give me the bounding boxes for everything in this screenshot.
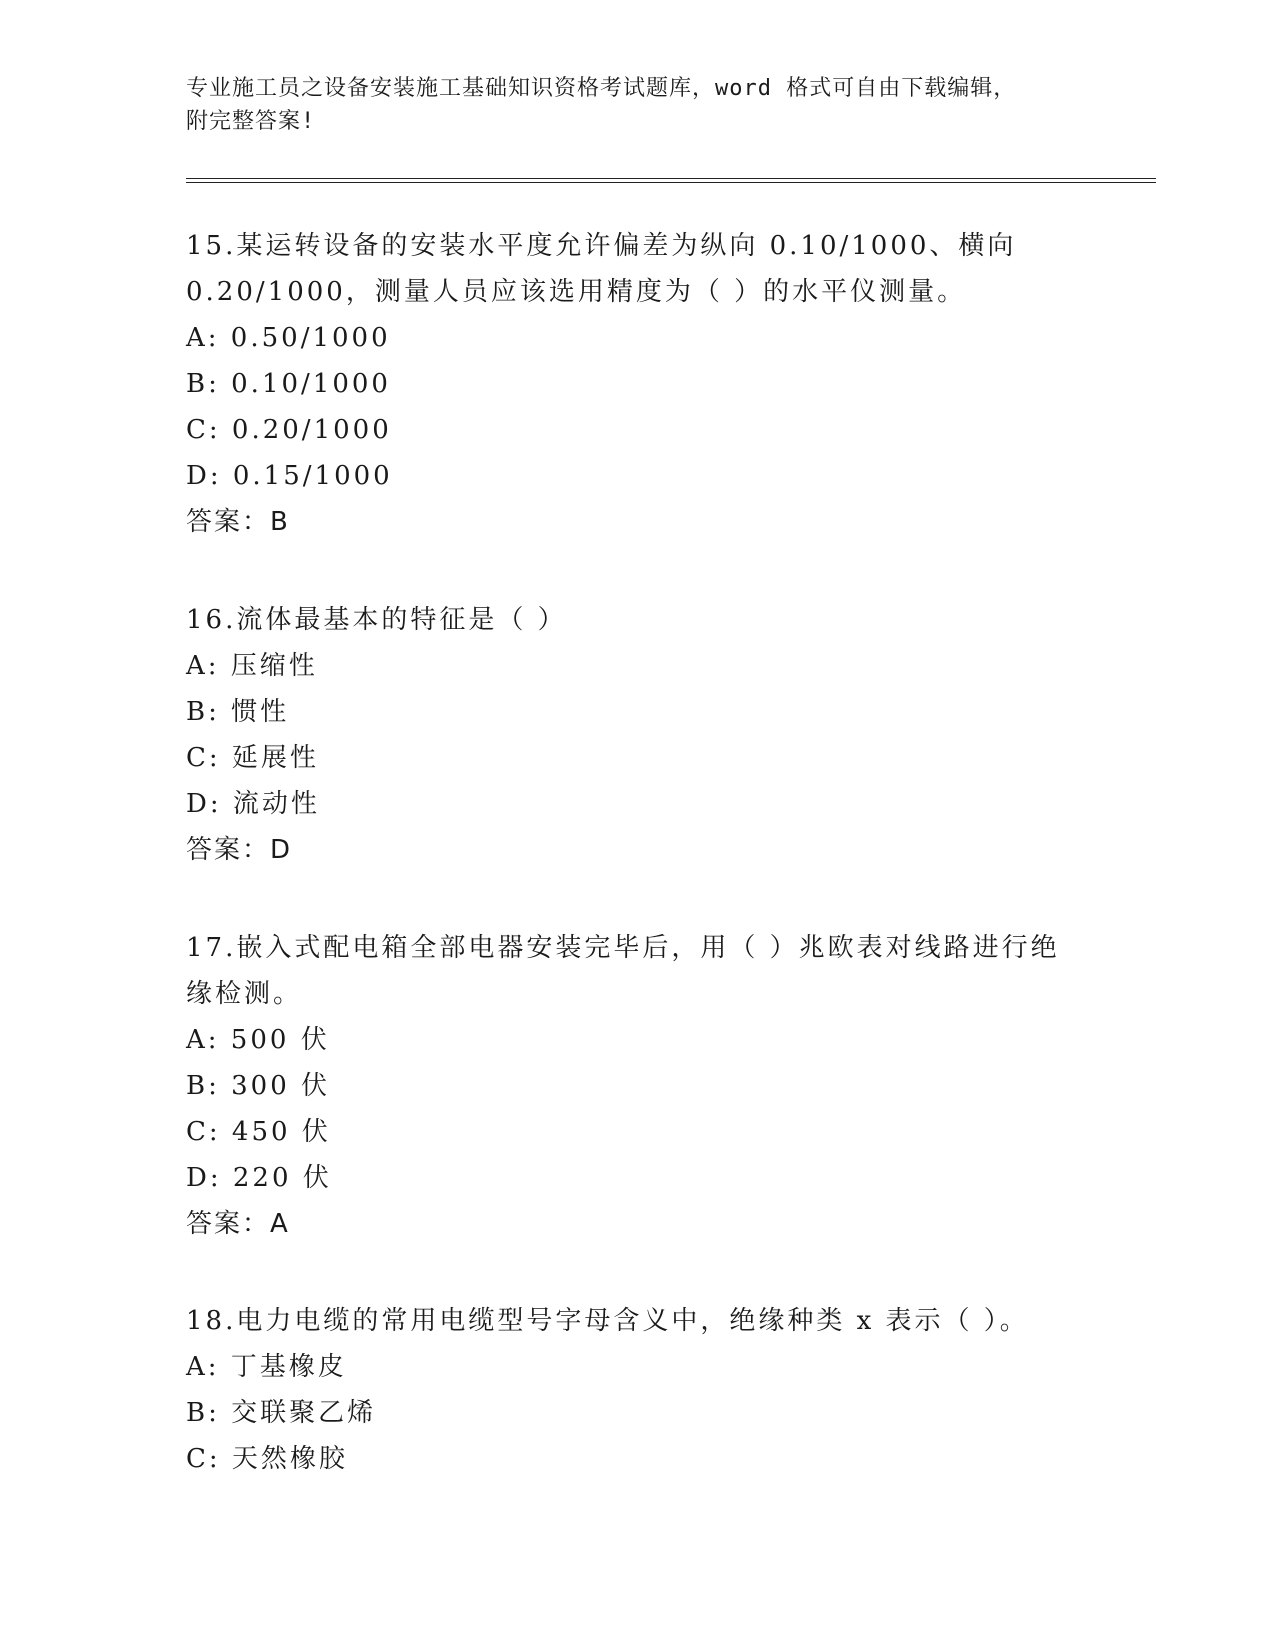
answer: 答案：A [186,1209,290,1239]
question-stem: 缘检测。 [186,979,303,1009]
option-b: B: 300 伏 [186,1071,331,1101]
option-c: C: 450 伏 [186,1117,331,1147]
question-17 [186,925,1086,1247]
option-b: B: 惯性 [186,697,290,727]
option-a: A: 0.50/1000 [186,323,391,353]
question-16 [186,597,1086,873]
question-stem: 0.20/1000，测量人员应该选用精度为（ ）的水平仪测量。 [186,277,967,307]
option-d: D: 0.15/1000 [186,461,393,491]
option-c: C: 0.20/1000 [186,415,392,445]
option-d: D: 220 伏 [186,1163,332,1193]
header-divider [186,178,1156,183]
option-b: B: 0.10/1000 [186,369,391,399]
question-stem: 18.电力电缆的常用电缆型号字母含义中，绝缘种类 x 表示（ ）。 [186,1306,1029,1336]
question-18 [186,1298,1086,1482]
document-header [186,72,1086,138]
question-15 [186,223,1086,545]
header-line-2: 附完整答案! [186,109,316,134]
header-line-1: 专业施工员之设备安装施工基础知识资格考试题库，word 格式可自由下载编辑， [186,76,1017,101]
option-a: A: 压缩性 [186,651,318,681]
answer: 答案：D [186,835,293,865]
option-c: C: 延展性 [186,743,319,773]
option-d: D: 流动性 [186,789,320,819]
option-b: B: 交联聚乙烯 [186,1398,377,1428]
option-c: C: 天然橡胶 [186,1444,348,1474]
question-stem: 15.某运转设备的安装水平度允许偏差为纵向 0.10/1000、横向 [186,231,1017,261]
answer: 答案：B [186,507,290,537]
option-a: A: 500 伏 [186,1025,330,1055]
option-a: A: 丁基橡皮 [186,1352,347,1382]
question-stem: 17.嵌入式配电箱全部电器安装完毕后，用（ ）兆欧表对线路进行绝 [186,933,1060,963]
question-stem: 16.流体最基本的特征是（ ） [186,605,567,635]
